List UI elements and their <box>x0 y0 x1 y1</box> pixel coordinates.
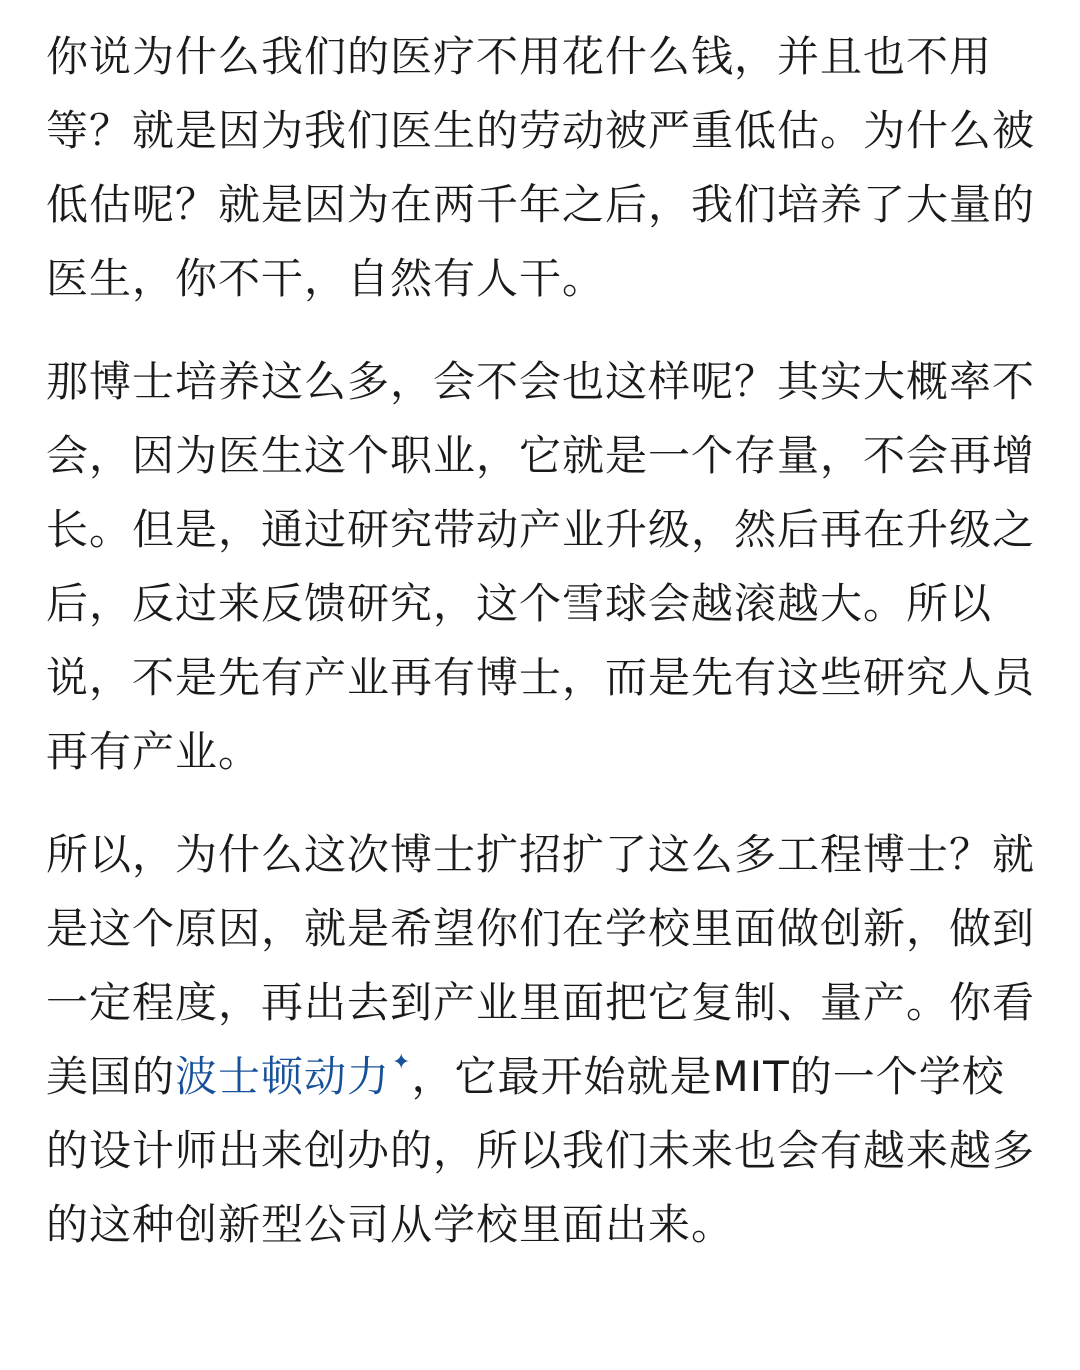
article-body <box>46 20 1036 1262</box>
paragraph-text: 所以，为什么这次博士扩招扩了这么多工程博士？就是这个原因，就是希望你们在学校里面做创新，做到一定程度，再出去到产业里面把它复制、量产。你看美国的 <box>46 830 1036 1101</box>
sparkle-icon: ✦ <box>392 1050 412 1075</box>
paragraph <box>46 818 1036 1262</box>
keyword-link-boston-dynamics[interactable] <box>175 1052 411 1101</box>
paragraph: 那博士培养这么多，会不会也这样呢？其实大概率不会，因为医生这个职业，它就是一个存量，不会再增长。但是，通过研究带动产业升级，然后再在升级之后，反过来反馈研究，这个雪球会越滚越大。所以说，不是先有产业再有博士，而是先有这些研究人员再有产业。 <box>46 357 1036 776</box>
keyword-link-label[interactable]: 波士顿动力 <box>175 1052 391 1101</box>
paragraph-text: ，它最开始就是MIT的一个学校的设计师出来创办的，所以我们未来也会有越来越多的这种创新型公司从学校里面出来。 <box>46 1052 1036 1249</box>
paragraph: 你说为什么我们的医疗不用花什么钱，并且也不用等？就是因为我们医生的劳动被严重低估。为什么被低估呢？就是因为在两千年之后，我们培养了大量的医生，你不干，自然有人干。 <box>46 32 1036 303</box>
